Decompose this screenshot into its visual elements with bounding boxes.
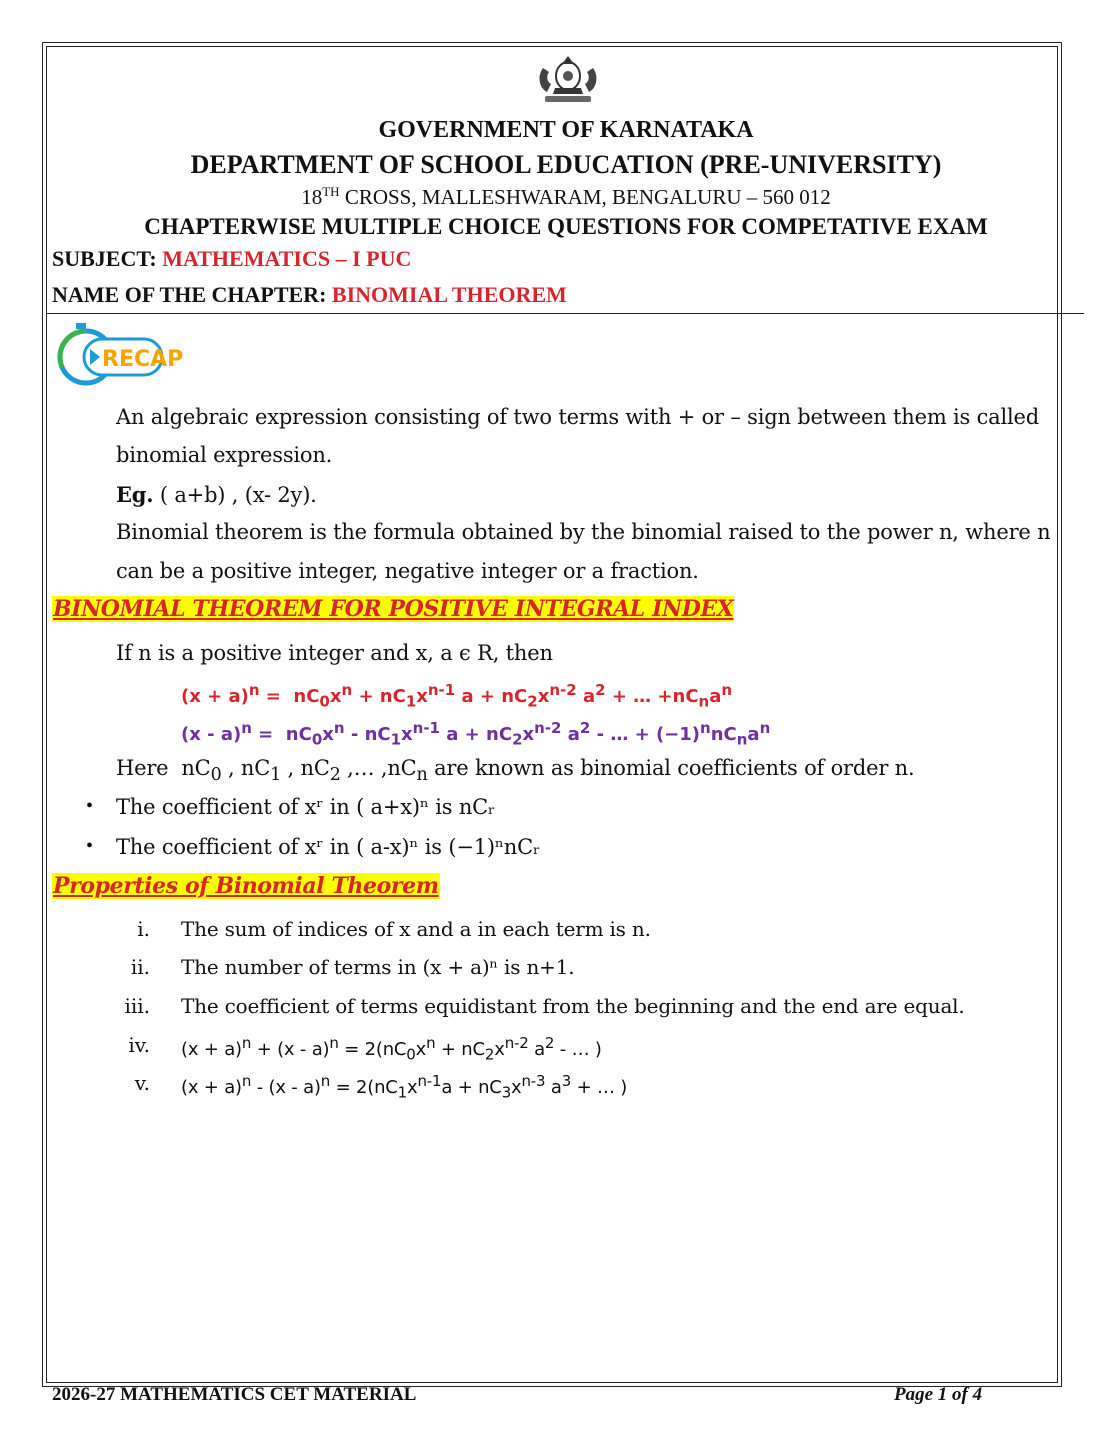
property-item: The sum of indices of x and a in each term is n. (181, 917, 651, 941)
property-number: i. (137, 917, 150, 941)
recap-badge-icon (54, 321, 184, 389)
property-number: ii. (130, 955, 150, 979)
property-number: iv. (128, 1033, 150, 1057)
intro-line-1: An algebraic expression consisting of two terms with + or – sign between them is called (116, 405, 1039, 429)
section-title-properties: Properties of Binomial Theorem (53, 873, 439, 899)
intro-line-4: can be a positive integer, negative integer or a fraction. (116, 559, 699, 583)
header-address: 18TH CROSS, MALLESHWARAM, BENGALURU – 560 012 (301, 184, 831, 209)
intro-line-3: Binomial theorem is the formula obtained by the binomial raised to the power n, where n (116, 520, 1051, 544)
coefficients-line: Here $nC_0$ , $nC_1$ , $nC_2$ ,… $,nC_n$ are known as binomial coefficients of order n. (116, 756, 915, 786)
bullet-dot: • (86, 795, 94, 817)
property-number: v. (134, 1071, 150, 1095)
example-line: Eg. ( a+b) , (x- 2y). (116, 482, 317, 507)
property-item: The number of terms in (x + a)ⁿ is n+1. (181, 955, 575, 979)
property-item-odd-diff: $(x + a)^n - (x - a)^n = 2(nC_1x^{n-1}a + nC_3x^{n-3}$ $a^3$ + … ) (181, 1072, 628, 1102)
formula-x-minus-a: $(x - a)^n = nC_0x^n - nC_1x^{n-1}$ $a + nC_2x^{n-2}$ $a^2$ - … + $(-1)^nnC_na^n$ (181, 719, 771, 749)
subject-line: SUBJECT: MATHEMATICS – I PUC (52, 246, 412, 271)
header-doc-title: CHAPTERWISE MULTIPLE CHOICE QUESTIONS FOR COMPETATIVE EXAM (144, 214, 988, 239)
property-item: The coefficient of terms equidistant from the beginning and the end are equal. (181, 994, 965, 1018)
property-item-even-sum: $(x + a)^n + (x - a)^n = 2(nC_0x^n + nC_2x^{n-2}$ $a^2$ - … ) (181, 1034, 602, 1064)
condition-line: If n is a positive integer and x, a ϵ R, then (116, 641, 553, 665)
header-divider (46, 313, 1084, 314)
svg-text:RECAP: RECAP (102, 347, 184, 372)
bullet-dot: • (86, 835, 94, 857)
formula-x-plus-a: $(x + a)^n = nC_0x^n + nC_1x^{n-1}$ $a + nC_2x^{n-2}$ $a^2$ + … $+nC_na^n$ (181, 681, 733, 711)
intro-line-2: binomial expression. (116, 443, 333, 467)
bullet-coefficient-minus: The coefficient of xʳ in ( a-x)ⁿ is (−1)ⁿnCᵣ (116, 835, 541, 859)
bullet-coefficient-plus: The coefficient of xʳ in ( a+x)ⁿ is nCᵣ (116, 795, 496, 819)
footer-material-title: 2026-27 MATHEMATICS CET MATERIAL (52, 1384, 417, 1405)
chapter-line: NAME OF THE CHAPTER: BINOMIAL THEOREM (52, 282, 567, 307)
property-number: iii. (124, 994, 150, 1018)
footer-page-number: Page 1 of 4 (894, 1384, 983, 1405)
section-title-positive-index: BINOMIAL THEOREM FOR POSITIVE INTEGRAL INDEX (53, 596, 734, 622)
header-department: DEPARTMENT OF SCHOOL EDUCATION (PRE-UNIVERSITY) (190, 150, 942, 179)
header-government: GOVERNMENT OF KARNATAKA (378, 117, 754, 143)
karnataka-emblem-icon (533, 54, 603, 106)
